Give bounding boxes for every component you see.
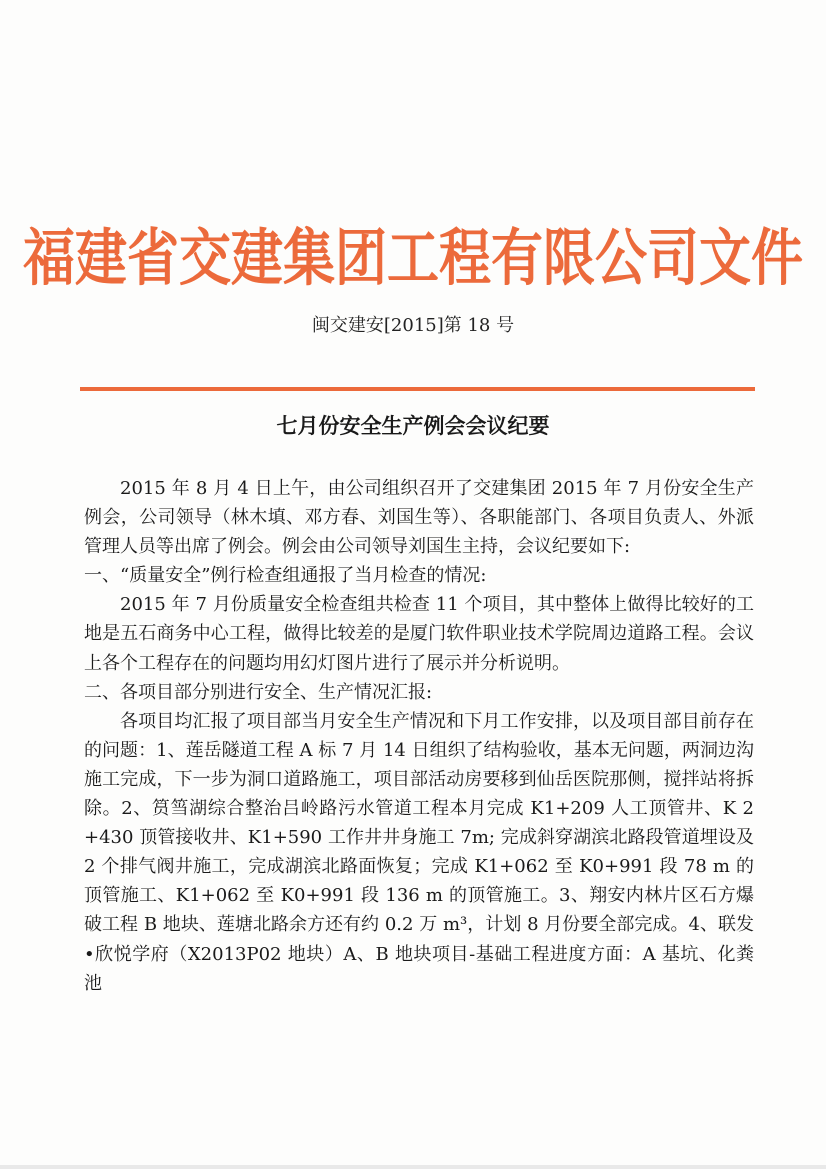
page-edge bbox=[0, 1165, 826, 1169]
paragraph: 各项目均汇报了项目部当月安全生产情况和下月工作安排，以及项目部目前存在的问题：1、莲岳隧道工程 A 标 7 月 14 日组织了结构验收，基本无问题，两洞边沟施工完成，下一步为洞口道路施工，项目部活动房要移到仙岳医院那侧，搅拌站将拆除。2、筼筜湖综合整治吕岭路污水管道工程本月完成 K1+209 人工顶管井、K 2 +430 顶管接收井、K1+590 工作井井身施工 7m; 完成斜穿湖滨北路段管道埋设及 2 个排气阀井施工，完成湖滨北路面恢复；完成 K1+062 至 K0+991 段 78 m 的顶管施工、K1+062 至 K0+991 段 136 m 的顶管施工。3、翔安内林片区石方爆破工程 B 地块、莲塘北路余方还有约 0.2 万 m³，计划 8 月份要全部完成。4、联发•欣悦学府（X2013P02 地块）A、B 地块项目-基础工程进度方面：A 基坑、化粪池 bbox=[84, 710, 754, 994]
section-heading: 一、“质量安全”例行检查组通报了当月检查的情况: bbox=[84, 565, 487, 587]
document-body bbox=[84, 474, 754, 998]
document-header-title: 福建省交建集团工程有限公司文件 bbox=[22, 222, 803, 295]
document-number: 闽交建安[2015]第 18 号 bbox=[311, 315, 515, 336]
document-title: 七月份安全生产例会会议纪要 bbox=[276, 413, 550, 438]
header-divider bbox=[80, 387, 755, 391]
paragraph: 2015 年 8 月 4 日上午，由公司组织召开了交建集团 2015 年 7 月份安全生产例会，公司领导（林木填、邓方春、刘国生等）、各职能部门、各项目负责人、外派管理人员等出席了例会。例会由公司领导刘国生主持，会议纪要如下: bbox=[84, 478, 754, 558]
paragraph: 2015 年 7 月份质量安全检查组共检查 11 个项目，其中整体上做得比较好的工地是五石商务中心工程，做得比较差的是厦门软件职业技术学院周边道路工程。会议上各个工程存在的问题均用幻灯图片进行了展示并分析说明。 bbox=[84, 594, 754, 674]
section-heading: 二、各项目部分别进行安全、生产情况汇报: bbox=[84, 681, 433, 703]
